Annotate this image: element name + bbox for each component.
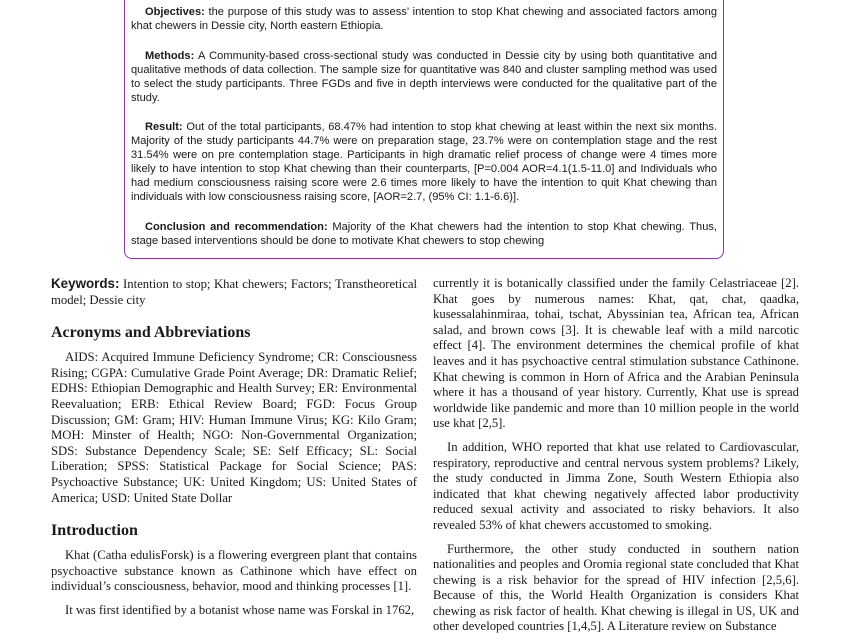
right-paragraph-1: currently it is botanically classified under the family Celastriaceae [2]. Khat goes by numerous names: Khat, qat, chat, qaadka, kusessalahinmiraa, tohai, tschat, Abyssinian tea, African tea, African salad, and brown cows [3]. It is chewable leaf with a mild narcotic effect [4]. The environment determines the chemical profile of khat leaves and it has psychoactive central stimulation substance Cathinone. Khat chewing is common in Horn of Africa and the Arabian Peninsula where it has a thousand of year history. Currently, Khat use is spread worldwide like pandemic and more than 10 million people in the world use khat [2,5]. [433, 276, 799, 431]
introduction-paragraph-2: It was first identified by a botanist whose name was Forskal in 1762, [65, 602, 415, 617]
abstract-conclusion [131, 221, 717, 249]
introduction-paragraph-1: Khat (Catha edulisForsk) is a flowering evergreen plant that contains psychoactive substance known as Cathinone which have effect on individual’s consciousness, behavior, mood and thinking processes [1]. [51, 548, 417, 594]
methods-text: A Community-based cross-sectional study was conducted in Dessie city by using both quantitative and qualitative methods of data collection. The sample size for quantitative was 840 and cluster sampling method was used to select the study participants. Three FGDs and five in depth interviews were conducted for the qualitative part of the study. [131, 49, 717, 104]
introduction-heading: Introduction [51, 522, 138, 540]
acronyms-heading: Acronyms and Abbreviations [51, 324, 251, 342]
objectives-label: Objectives: [145, 6, 205, 18]
result-label: Result: [145, 121, 183, 134]
objectives-text: the purpose of this study was to assess’ intention to stop Khat chewing and associated factors among khat chewers in Dessie city, North eastern Ethiopia. [131, 6, 717, 32]
abstract-objectives [131, 6, 717, 34]
abstract-box [124, 0, 724, 259]
acronyms-text: AIDS: Acquired Immune Deficiency Syndrome; CR: Consciousness Rising; CGPA: Cumulative Grade Point Average; DR: Dramatic Relief; EDHS: Ethiopian Demographic and Health Survey; ER: Environmental Reevaluation; ERB: Ethical Review Board; FGD: Focus Group Discussion; GM: Gram; HIV: Human Immune Virus; KG: Kilo Gram; MOH: Minster of Health; NGO: Non-Governmental Organization; SDS: Substance Dependency Scale; SE: Self Efficacy; SL: Social Liberation; SPSS: Statistical Package for Social Science; PAS: Psychoactive Substance; UK: United Kingdom; US: United States of America; USD: United State Dollar [51, 350, 417, 505]
keywords-label: Keywords: [51, 276, 120, 291]
conclusion-text: Majority of the Khat chewers had the intention to stop Khat chewing. Thus, stage based interventions should be done to motivate Khat chewers to stop chewing [131, 220, 717, 247]
methods-label: Methods: [145, 49, 195, 62]
keywords [51, 276, 417, 308]
right-paragraph-3: Furthermore, the other study conducted in southern nation nationalities and peoples and Oromia regional state concluded that Khat chewing is a risk behavior for the spread of HIV infection [2,5,6]. Because of this, the World Health Organization is considers Khat chewing as risk factor of health. Khat chewing is illegal in US, UK and other developed countries [1,4,5]. A Literature review on Substance [433, 541, 799, 634]
right-paragraph-2: In addition, WHO reported that khat use related to Cardiovascular, respiratory, reproductive and central nervous system problems? Likely, the study conducted in Jimma Zone, South Western Ethiopia also indicated that khat chewing negatively affected labor productivity reduced sexual activity and associated to risky behaviors. It also revealed 53% of khat chewers accustomed to smoking. [433, 439, 799, 532]
result-text: Out of the total participants, 68.47% had intention to stop khat chewing at least within the next six months. Majority of the study participants 44.7% were on preparation stage, 23.7% were on contemplation stage and the rest 31.54% were on pre contemplation stage. Participants in high dramatic relief process of change were 4 times more likely to have intention to stop Khat chewing than their counterparts, [P=0.004 AOR=4.1(1.5-11.0] and Individuals who had medium consciousness raising score were 2.6 times more likely to have the intention to quit Khat chewing than individuals with low consciousness raising score, [AOR=2.7, (95% CI: 1.1-6.6)]. [131, 121, 717, 203]
conclusion-label: Conclusion and recommendation: [145, 220, 328, 233]
keywords-text: Intention to stop; Khat chewers; Factors; Transtheoretical model; Dessie city [51, 277, 417, 307]
right-column [433, 276, 799, 643]
left-column [51, 276, 417, 627]
abstract-methods [131, 50, 717, 106]
abstract-result [131, 121, 717, 204]
